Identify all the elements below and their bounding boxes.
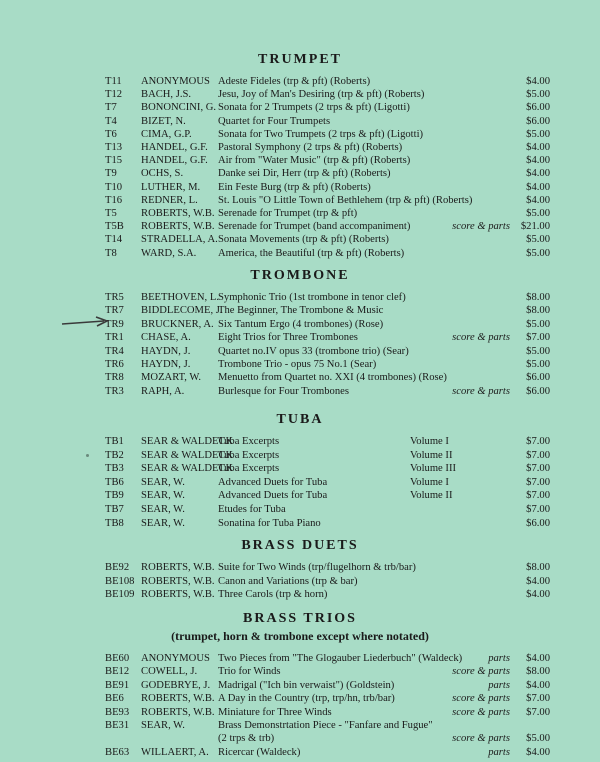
item-code: T6 (105, 128, 117, 140)
item-code: T4 (105, 115, 117, 127)
item-code: TR9 (105, 318, 124, 330)
item-price: $4.00 (526, 168, 550, 180)
item-composer: ROBERTS, W.B. (141, 221, 215, 233)
item-volume: Volume II (410, 490, 453, 502)
list-item (0, 719, 600, 733)
item-title: Pastoral Symphony (2 trps & pft) (Roberts) (218, 142, 403, 153)
item-title: Sonata Movements (trp & pft) (Roberts) (218, 234, 389, 246)
list-item (0, 385, 600, 399)
item-volume: Volume I (410, 476, 449, 488)
list-item (0, 75, 600, 89)
item-price: $21.00 (520, 221, 550, 233)
item-code: BE108 (105, 575, 135, 587)
item-code: T16 (105, 194, 123, 206)
item-note: score & parts (452, 385, 510, 397)
item-composer: MOZART, W. (141, 372, 202, 384)
list-item (0, 503, 600, 517)
item-title: Sonata for Two Trumpets (2 trps & pft) (Ligotti) (218, 128, 424, 140)
section-title-trombone: TROMBONE (250, 268, 350, 283)
item-price: $5.00 (526, 318, 550, 330)
item-composer: BIZET, N. (141, 115, 186, 127)
section-title-trumpet: TRUMPET (258, 52, 342, 67)
list-item (0, 449, 600, 463)
list-item (0, 575, 600, 589)
list-item (0, 141, 600, 155)
item-price: $5.00 (526, 733, 550, 745)
item-code: T7 (105, 102, 117, 114)
item-composer: BACH, J.S. (141, 89, 192, 101)
item-composer: HAYDN, J. (141, 345, 191, 357)
item-price: $6.00 (526, 385, 550, 397)
item-composer: SEAR, W. (141, 504, 185, 515)
item-title: Sonata for 2 Trumpets (2 trps & pft) (Ligotti) (218, 102, 410, 114)
list-item (0, 194, 600, 208)
item-code: BE12 (105, 666, 130, 678)
item-composer: OCHS, S. (141, 168, 184, 180)
list-item (0, 247, 600, 261)
list-item (0, 88, 600, 102)
item-price: $5.00 (526, 234, 550, 246)
item-composer: BRUCKNER, A. (141, 318, 214, 330)
item-code: BE63 (105, 746, 130, 758)
item-title: Burlesque for Four Trombones (218, 385, 349, 397)
item-composer: WILLAERT, A. (141, 746, 209, 758)
item-code: TR1 (105, 332, 124, 344)
item-price: $8.00 (526, 292, 550, 303)
section-subtitle-brass-trios: (trumpet, horn & trombone except where notated) (171, 629, 429, 643)
item-note: score & parts (452, 706, 510, 718)
item-composer: CHASE, A. (141, 332, 191, 344)
list-item (0, 489, 600, 503)
item-price: $6.00 (526, 517, 550, 529)
item-title: (2 trps & trb) (218, 733, 275, 745)
item-code: BE6 (105, 693, 124, 705)
item-composer: RAPH, A. (141, 385, 185, 397)
item-composer: HANDEL, G.F. (141, 142, 208, 153)
item-composer: SEAR & WALDECK (141, 436, 234, 447)
item-price: $4.00 (526, 679, 550, 691)
item-note: score & parts (452, 693, 510, 705)
item-title: Eight Trios for Three Trombones (218, 332, 358, 344)
item-composer: SEAR & WALDECK (141, 449, 234, 461)
item-note: parts (488, 746, 510, 758)
item-price: $6.00 (526, 115, 550, 127)
item-title: Tuba Excerpts (218, 436, 280, 447)
list-item (0, 462, 600, 476)
item-note: score & parts (452, 666, 510, 678)
item-code: TB1 (105, 436, 124, 447)
item-code: T5B (105, 221, 124, 233)
item-title: Jesu, Joy of Man's Desiring (trp & pft) (Roberts) (218, 89, 425, 101)
item-price: $5.00 (526, 208, 550, 219)
item-note: parts (488, 653, 510, 664)
item-price: $8.00 (526, 666, 550, 678)
list-item (0, 435, 600, 449)
item-code: TB8 (105, 517, 124, 529)
list-item (0, 115, 600, 129)
item-code: T11 (105, 76, 122, 87)
list-item (0, 476, 600, 490)
list-item (0, 706, 600, 720)
item-title: Madrigal ("Ich bin verwaist") (Goldstein) (218, 679, 395, 691)
item-composer: HAYDN, J. (141, 359, 191, 370)
list-item (0, 371, 600, 385)
item-composer: GODEBRYE, J. (141, 679, 211, 691)
list-item (0, 291, 600, 305)
list-item (0, 732, 600, 746)
item-code: TR4 (105, 345, 124, 357)
list-item (0, 665, 600, 679)
item-title: Canon and Variations (trp & bar) (218, 575, 358, 587)
item-code: BE91 (105, 679, 130, 691)
item-composer: ROBERTS, W.B. (141, 693, 215, 705)
item-composer: ROBERTS, W.B. (141, 575, 215, 587)
item-title: St. Louis "O Little Town of Bethlehem (trp & pft) (Roberts) (218, 194, 473, 206)
item-price: $5.00 (526, 345, 550, 357)
item-note: score & parts (452, 332, 510, 344)
item-code: TB9 (105, 490, 124, 502)
margin-mark (86, 454, 89, 457)
item-price: $7.00 (526, 693, 550, 705)
item-title: Two Pieces from "The Glogauber Liederbuch" (Waldeck) (218, 653, 463, 664)
list-item (0, 128, 600, 142)
item-price: $7.00 (526, 332, 550, 344)
item-composer: SEAR, W. (141, 720, 185, 731)
item-price: $4.00 (526, 194, 550, 206)
list-item (0, 746, 600, 760)
list-item (0, 679, 600, 693)
item-code: T14 (105, 234, 123, 246)
item-code: BE31 (105, 720, 130, 731)
item-composer: LUTHER, M. (141, 181, 201, 193)
item-title: Sonatina for Tuba Piano (218, 517, 321, 529)
item-code: T13 (105, 142, 123, 153)
item-title: The Beginner, The Trombone & Music (218, 305, 384, 317)
item-volume: Volume II (410, 449, 453, 461)
item-composer: ROBERTS, W.B. (141, 208, 215, 219)
item-code: T8 (105, 247, 117, 259)
item-composer: SEAR, W. (141, 517, 185, 529)
item-code: BE92 (105, 562, 130, 573)
item-composer: ANONYMOUS (141, 76, 210, 87)
item-price: $7.00 (526, 436, 550, 447)
item-price: $4.00 (526, 575, 550, 587)
item-code: T15 (105, 155, 123, 167)
item-price: $4.00 (526, 746, 550, 758)
section-title-brass-trios: BRASS TRIOS (243, 611, 357, 626)
item-price: $5.00 (526, 247, 550, 259)
item-price: $4.00 (526, 181, 550, 193)
item-code: BE93 (105, 706, 130, 718)
item-price: $7.00 (526, 449, 550, 461)
item-code: T10 (105, 181, 123, 193)
item-title: Ein Feste Burg (trp & pft) (Roberts) (218, 181, 371, 193)
item-note: score & parts (452, 733, 510, 745)
item-title: Quartet no.IV opus 33 (trombone trio) (Sear) (218, 345, 409, 357)
item-composer: COWELL, J. (141, 666, 198, 678)
item-title: Adeste Fideles (trp & pft) (Roberts) (218, 76, 371, 87)
list-item (0, 233, 600, 247)
item-title: Serenade for Trumpet (band accompaniment) (218, 221, 411, 233)
item-code: T5 (105, 208, 117, 219)
item-title: Etudes for Tuba (218, 504, 286, 515)
item-price: $4.00 (526, 142, 550, 153)
item-title: Brass Demonstrtation Piece - "Fanfare and Fugue" (218, 720, 433, 731)
item-composer: BIDDLECOME, J. (141, 305, 223, 317)
item-title: Serenade for Trumpet (trp & pft) (218, 208, 358, 219)
list-item (0, 220, 600, 234)
item-price: $4.00 (526, 155, 550, 167)
item-composer: BONONCINI, G. (141, 102, 217, 114)
item-price: $7.00 (526, 504, 550, 515)
item-code: TR7 (105, 305, 124, 317)
item-title: Air from "Water Music" (trp & pft) (Roberts) (218, 155, 411, 167)
section-title-tuba: TUBA (276, 412, 324, 427)
item-code: TR8 (105, 372, 124, 384)
list-item (0, 517, 600, 531)
item-code: TB2 (105, 449, 124, 461)
item-price: $8.00 (526, 305, 550, 317)
item-composer: ROBERTS, W.B. (141, 589, 215, 601)
item-volume: Volume I (410, 436, 449, 447)
list-item (0, 588, 600, 602)
item-price: $8.00 (526, 562, 550, 573)
list-item (0, 358, 600, 372)
list-item (0, 167, 600, 181)
item-title: Suite for Two Winds (trp/flugelhorn & trb/bar) (218, 562, 416, 573)
item-composer: CIMA, G.P. (141, 128, 192, 140)
item-composer: SEAR, W. (141, 476, 185, 488)
list-item (0, 692, 600, 706)
item-title: Quartet for Four Trumpets (218, 115, 331, 127)
item-price: $7.00 (526, 706, 550, 718)
item-composer: SEAR & WALDECK (141, 463, 234, 475)
item-price: $7.00 (526, 476, 550, 488)
item-price: $4.00 (526, 653, 550, 664)
item-price: $5.00 (526, 89, 550, 101)
item-code: BE109 (105, 589, 135, 601)
list-item (0, 331, 600, 345)
list-item (0, 561, 600, 575)
item-composer: HANDEL, G.F. (141, 155, 208, 167)
item-price: $6.00 (526, 102, 550, 114)
item-code: T9 (105, 168, 117, 180)
item-code: TR5 (105, 292, 124, 303)
arrow-icon (60, 316, 110, 330)
item-price: $4.00 (526, 76, 550, 87)
item-code: TB3 (105, 463, 124, 475)
item-title: Menuetto from Quartet no. XXI (4 trombones) (Rose) (218, 372, 447, 384)
item-price: $7.00 (526, 463, 550, 475)
item-price: $5.00 (526, 359, 550, 370)
item-title: Trombone Trio - opus 75 No.1 (Sear) (218, 359, 377, 370)
item-composer: WARD, S.A. (141, 247, 197, 259)
item-title: America, the Beautiful (trp & pft) (Roberts) (218, 247, 405, 259)
item-composer: BEETHOVEN, L. (141, 292, 219, 303)
item-title: Danke sei Dir, Herr (trp & pft) (Roberts) (218, 168, 391, 180)
item-note: parts (488, 679, 510, 691)
list-item (0, 345, 600, 359)
item-composer: ROBERTS, W.B. (141, 706, 215, 718)
item-composer: STRADELLA, A. (141, 234, 218, 246)
item-note: score & parts (452, 221, 510, 233)
item-code: TB6 (105, 476, 124, 488)
item-code: TR6 (105, 359, 124, 370)
item-price: $7.00 (526, 490, 550, 502)
item-composer: ANONYMOUS (141, 653, 210, 664)
item-title: Advanced Duets for Tuba (218, 490, 328, 502)
item-price: $4.00 (526, 589, 550, 601)
list-item (0, 207, 600, 221)
list-item (0, 181, 600, 195)
item-volume: Volume III (410, 463, 456, 475)
item-title: A Day in the Country (trp, trp/hn, trb/bar) (218, 693, 395, 705)
list-item (0, 101, 600, 115)
item-composer: REDNER, L. (141, 194, 198, 206)
item-title: Trio for Winds (218, 666, 281, 678)
item-composer: SEAR, W. (141, 490, 185, 502)
item-code: BE60 (105, 653, 130, 664)
section-title-brass-duets: BRASS DUETS (241, 538, 359, 553)
item-code: TR3 (105, 385, 124, 397)
item-code: T12 (105, 89, 123, 101)
item-title: Tuba Excerpts (218, 449, 280, 461)
item-price: $5.00 (526, 128, 550, 140)
item-composer: ROBERTS, W.B. (141, 562, 215, 573)
item-title: Symphonic Trio (1st trombone in tenor clef) (218, 292, 406, 303)
item-title: Advanced Duets for Tuba (218, 476, 328, 488)
item-code: TB7 (105, 504, 124, 515)
item-title: Miniature for Three Winds (218, 706, 332, 718)
item-title: Six Tantum Ergo (4 trombones) (Rose) (218, 318, 384, 330)
item-title: Three Carols (trp & horn) (218, 589, 328, 601)
list-item (0, 652, 600, 666)
item-title: Tuba Excerpts (218, 463, 280, 475)
item-title: Ricercar (Waldeck) (218, 746, 301, 758)
list-item (0, 154, 600, 168)
item-price: $6.00 (526, 372, 550, 384)
